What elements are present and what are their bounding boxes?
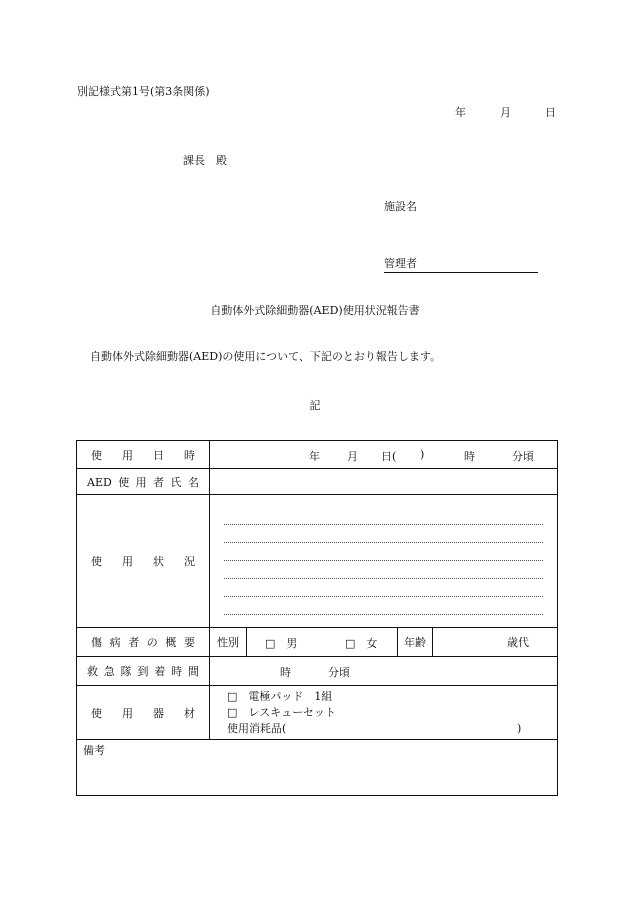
age-value[interactable] — [433, 628, 558, 657]
usage-month: 月 — [347, 449, 358, 463]
dotted-line — [224, 507, 543, 525]
report-table — [76, 440, 558, 796]
consumables-field[interactable] — [227, 721, 551, 737]
usage-status-label: 使用状況 — [77, 495, 210, 628]
usage-year: 年 — [309, 449, 320, 463]
remarks-label: 備考 — [83, 744, 105, 757]
aed-user-label: AED使用者氏名 — [77, 469, 210, 495]
usage-datetime-value[interactable] — [210, 441, 558, 469]
manager-label: 管理者 — [384, 257, 417, 270]
usage-datetime-label: 使用日時 — [77, 441, 210, 469]
row-remarks — [77, 740, 558, 796]
ambulance-arrival-label: 救急隊到着時間 — [77, 657, 210, 686]
sex-label: 性別 — [210, 628, 247, 657]
dotted-line — [224, 597, 543, 615]
form-id: 別記様式第1号(第3条関係) — [77, 85, 210, 98]
male-checkbox[interactable]: □ 男 — [265, 637, 298, 650]
usage-paren-close: ) — [420, 447, 425, 461]
consumables-close: ) — [517, 721, 522, 735]
manager-field — [384, 255, 538, 273]
age-label: 年齢 — [398, 628, 433, 657]
facility-name-label: 施設名 — [384, 200, 417, 213]
date-day: 日 — [545, 106, 556, 119]
submission-date — [455, 104, 556, 120]
sex-options — [247, 628, 398, 657]
female-checkbox[interactable]: □ 女 — [345, 637, 378, 650]
ambulance-arrival-value[interactable] — [210, 657, 558, 686]
aed-user-value[interactable] — [210, 469, 558, 495]
document-title: 自動体外式除細動器(AED)使用状況報告書 — [210, 304, 420, 317]
row-aed-user — [77, 469, 558, 495]
date-month: 月 — [500, 106, 511, 119]
equipment-label: 使用器材 — [77, 686, 210, 740]
row-usage-datetime — [77, 441, 558, 469]
dotted-line — [224, 561, 543, 579]
usage-day: 日( — [381, 449, 397, 463]
row-usage-status — [77, 495, 558, 628]
row-equipment — [77, 686, 558, 740]
dotted-line — [224, 543, 543, 561]
usage-hour: 時 — [464, 449, 475, 463]
intro-text: 自動体外式除細動器(AED)の使用について、下記のとおり報告します。 — [90, 350, 442, 363]
arrival-minute: 分頃 — [328, 666, 350, 679]
rescue-set-checkbox[interactable]: □ レスキューセット — [227, 705, 336, 719]
age-unit: 歳代 — [507, 636, 529, 649]
addressee: 課長 殿 — [183, 154, 227, 167]
dotted-line — [224, 579, 543, 597]
ki-heading: 記 — [309, 399, 321, 412]
dotted-line — [224, 525, 543, 543]
remarks-field[interactable] — [77, 740, 558, 796]
electrode-pad-checkbox[interactable]: □ 電極パッド 1組 — [227, 689, 333, 703]
arrival-hour: 時 — [280, 666, 291, 679]
row-patient-overview — [77, 628, 558, 657]
usage-minute: 分頃 — [512, 449, 534, 463]
date-year: 年 — [455, 106, 466, 119]
patient-overview-label: 傷病者の概要 — [77, 628, 210, 657]
equipment-value — [210, 686, 558, 740]
usage-status-value[interactable] — [210, 495, 558, 628]
row-ambulance-arrival — [77, 657, 558, 686]
consumables-label: 使用消耗品( — [227, 721, 287, 735]
